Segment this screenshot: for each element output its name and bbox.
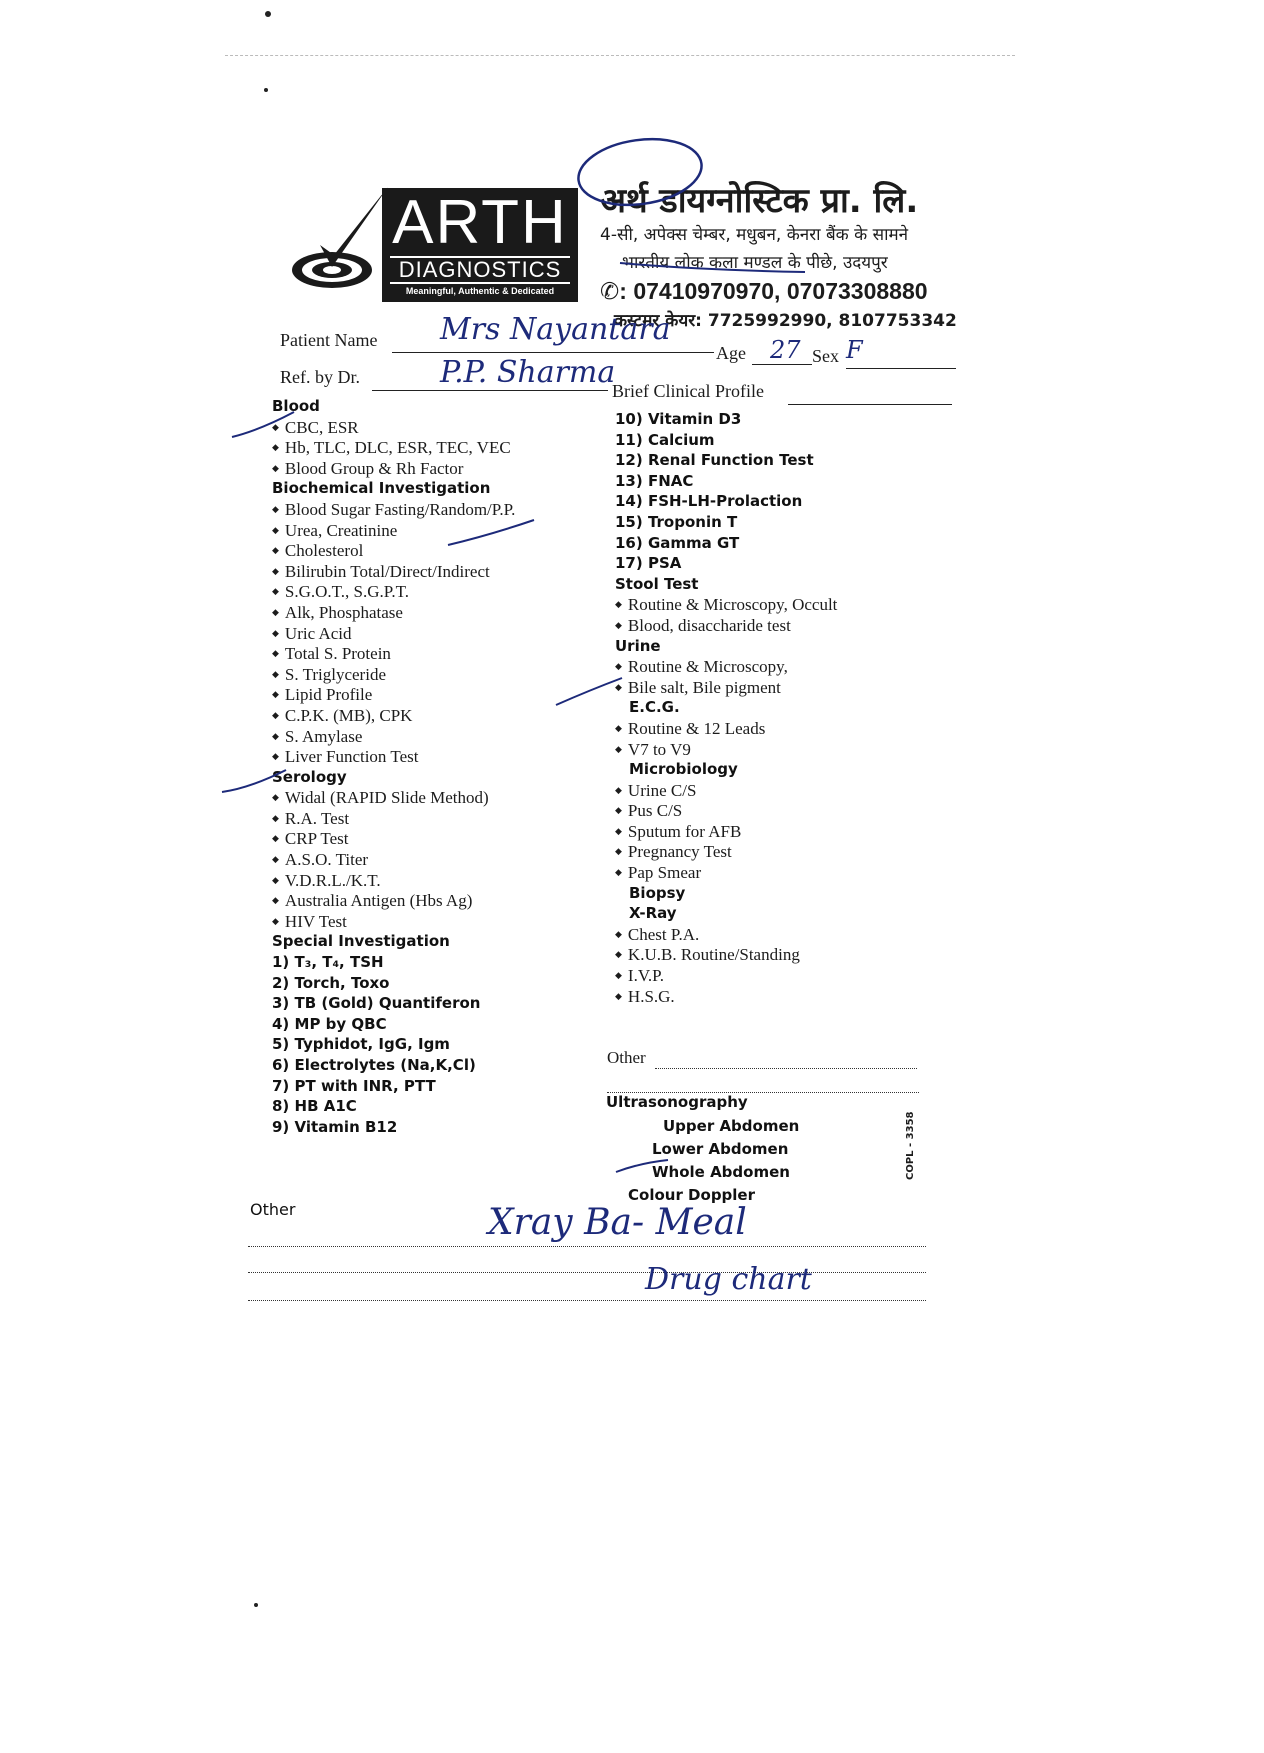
bottom-other-label: Other: [250, 1200, 296, 1219]
numbered-test: 2) Torch, Toxo: [272, 973, 390, 992]
test-item: ◆ Widal (RAPID Slide Method): [272, 788, 515, 809]
test-item: ◆ Urine C/S: [615, 781, 837, 802]
section-heading: Stool Test: [615, 574, 699, 593]
address-line-1: 4-सी, अपेक्स चेम्बर, मधुबन, केनरा बैंक के सामने: [600, 225, 909, 245]
numbered-test: 10) Vitamin D3: [615, 410, 742, 428]
speck-mark: [264, 88, 268, 92]
numbered-test: 5) Typhidot, IgG, Igm: [272, 1035, 450, 1054]
numbered-test: 14) FSH-LH-Prolaction: [615, 492, 803, 511]
numbered-test: 8) HB A1C: [272, 1097, 357, 1116]
handwritten-note-1: Xray Ba- Meal: [488, 1202, 747, 1243]
test-item: ◆ Blood Sugar Fasting/Random/P.P.: [272, 500, 515, 521]
age-label: Age: [716, 343, 746, 363]
test-item: ◆ Bilirubin Total/Direct/Indirect: [272, 562, 515, 583]
ref-doctor-value: P.P. Sharma: [440, 355, 616, 390]
test-item: ◆ Pus C/S: [615, 801, 837, 822]
section-heading: Blood: [272, 397, 320, 415]
section-heading: E.C.G.: [629, 698, 680, 717]
us-colour-doppler: Colour Doppler: [628, 1186, 756, 1204]
tick-mark-icon: [232, 412, 294, 437]
circle-mark-icon: [574, 132, 706, 213]
test-item: ◆ Routine & Microscopy, Occult: [615, 595, 837, 616]
numbered-test: 3) TB (Gold) Quantiferon: [272, 994, 481, 1013]
test-item: ◆ CBC, ESR: [272, 418, 515, 439]
test-item: ◆ C.P.K. (MB), CPK: [272, 706, 515, 727]
test-item: ◆ Chest P.A.: [615, 925, 837, 946]
test-item: ◆ Routine & Microscopy,: [615, 657, 837, 678]
brand-sub: DIAGNOSTICS: [390, 256, 570, 284]
patient-name-label: Patient Name: [280, 330, 378, 350]
test-item: ◆ S.G.O.T., S.G.P.T.: [272, 582, 515, 603]
clinical-profile-label: Brief Clinical Profile: [612, 381, 764, 401]
test-item: ◆ Pap Smear: [615, 863, 837, 884]
section-heading: Microbiology: [629, 760, 738, 779]
section-heading: Special Investigation: [272, 932, 450, 951]
test-item: ◆ HIV Test: [272, 912, 515, 933]
test-item: ◆ Blood, disaccharide test: [615, 616, 837, 637]
test-item: ◆ K.U.B. Routine/Standing: [615, 945, 837, 966]
test-item: ◆ I.V.P.: [615, 966, 837, 987]
phone-icon: ✆: [600, 278, 620, 304]
patient-name-value: Mrs Nayantara: [440, 312, 671, 347]
ultrasonography-title: Ultrasonography: [606, 1093, 748, 1111]
numbered-test: 7) PT with INR, PTT: [272, 1076, 436, 1095]
sex-label: Sex: [812, 346, 839, 366]
handwritten-note-2: Drug chart: [645, 1262, 812, 1297]
us-lower-abdomen: Lower Abdomen: [652, 1140, 789, 1158]
numbered-test: 1) T₃, T₄, TSH: [272, 953, 384, 972]
test-item: ◆ A.S.O. Titer: [272, 850, 515, 871]
tick-mark-icon: [222, 770, 286, 792]
brand-tagline: Meaningful, Authentic & Dedicated: [405, 286, 555, 296]
speck-mark: [265, 11, 271, 17]
hindi-company-title: अर्थ डायग्नोस्टिक प्रा. लि.: [600, 181, 919, 221]
age-value: 27: [770, 336, 801, 364]
us-whole-abdomen: Whole Abdomen: [652, 1163, 790, 1181]
test-item: ◆ V.D.R.L./K.T.: [272, 871, 515, 892]
numbered-test: 17) PSA: [615, 554, 682, 573]
phone-numbers: ✆: 07410970970, 07073308880: [600, 278, 928, 304]
form-code: COPL - 3358: [905, 1111, 916, 1180]
test-item: ◆ H.S.G.: [615, 987, 837, 1008]
test-item: ◆ Routine & 12 Leads: [615, 719, 837, 740]
brand-name: ARTH: [392, 188, 568, 257]
section-heading: Biopsy: [629, 883, 686, 902]
tick-mark-icon: [448, 520, 534, 545]
speck-mark: [254, 1603, 258, 1607]
section-heading: Biochemical Investigation: [272, 479, 491, 498]
test-item: ◆ Bile salt, Bile pigment: [615, 678, 837, 699]
customer-care: कस्टमर केयर: 7725992990, 8107753342: [614, 311, 957, 331]
test-item: ◆ R.A. Test: [272, 809, 515, 830]
numbered-test: 4) MP by QBC: [272, 1014, 387, 1033]
numbered-test: 11) Calcium: [615, 430, 715, 449]
test-item: ◆ Total S. Protein: [272, 644, 515, 665]
section-heading: Urine: [615, 636, 661, 655]
us-upper-abdomen: Upper Abdomen: [663, 1117, 800, 1135]
test-item: ◆ Australia Antigen (Hbs Ag): [272, 891, 515, 912]
test-item: ◆ Cholesterol: [272, 541, 515, 562]
test-item: ◆ Lipid Profile: [272, 685, 515, 706]
numbered-test: 15) Troponin T: [615, 512, 738, 531]
sex-value: F: [846, 336, 863, 364]
test-item: ◆ CRP Test: [272, 829, 515, 850]
test-item: ◆ Uric Acid: [272, 624, 515, 645]
test-item: ◆ Liver Function Test: [272, 747, 515, 768]
test-item: ◆ Hb, TLC, DLC, ESR, TEC, VEC: [272, 438, 515, 459]
numbered-test: 9) Vitamin B12: [272, 1117, 398, 1136]
tick-mark-icon: [616, 1160, 668, 1172]
test-item: ◆ Alk, Phosphatase: [272, 603, 515, 624]
underline-mark: [620, 263, 805, 272]
ref-doctor-label: Ref. by Dr.: [280, 367, 360, 387]
test-item: ◆ S. Triglyceride: [272, 665, 515, 686]
right-other-label: Other: [607, 1048, 646, 1067]
test-item: ◆ Pregnancy Test: [615, 842, 837, 863]
test-item: ◆ Blood Group & Rh Factor: [272, 459, 515, 480]
section-heading: Serology: [272, 767, 347, 786]
numbered-test: 13) FNAC: [615, 471, 694, 490]
numbered-test: 6) Electrolytes (Na,K,Cl): [272, 1056, 476, 1074]
section-heading: X-Ray: [629, 904, 677, 923]
address-line-2: भारतीय लोक कला मण्डल के पीछे, उदयपुर: [622, 253, 888, 273]
numbered-test: 12) Renal Function Test: [615, 451, 814, 470]
tick-mark-icon: [556, 678, 622, 705]
test-item: ◆ Sputum for AFB: [615, 822, 837, 843]
numbered-test: 16) Gamma GT: [615, 533, 740, 552]
test-item: ◆ V7 to V9: [615, 740, 837, 761]
test-item: ◆ S. Amylase: [272, 727, 515, 748]
test-item: ◆ Urea, Creatinine: [272, 521, 515, 542]
